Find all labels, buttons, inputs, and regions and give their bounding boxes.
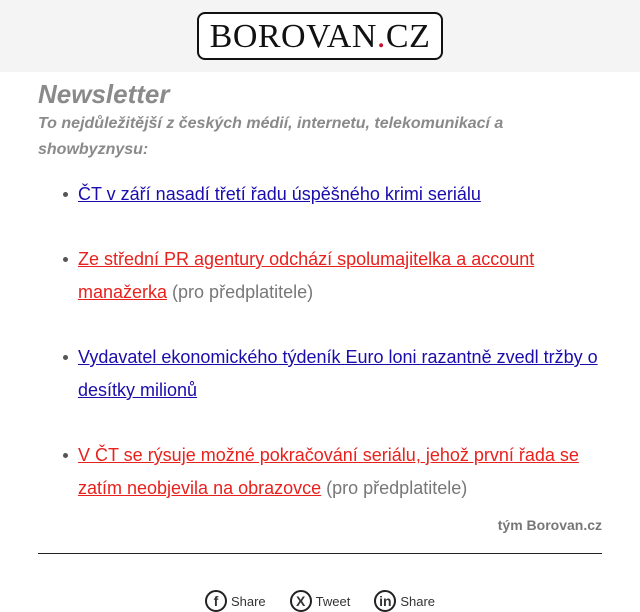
divider — [38, 553, 602, 554]
x-twitter-icon: X — [290, 590, 312, 612]
share-twitter-button[interactable] — [290, 590, 351, 612]
news-link-3[interactable]: Vydavatel ekonomického týdeník Euro loni razantně zvedl tržby o desítky milionů — [78, 347, 598, 400]
logo-main-text: BOROVAN — [209, 18, 377, 55]
borovan-logo[interactable] — [197, 12, 444, 60]
page-subtitle: To nejdůležitější z českých médií, internetu, telekomunikací a showbyznysu: — [38, 115, 504, 158]
share-linkedin-label: Share — [400, 593, 436, 609]
news-link-1[interactable]: ČT v září nasadí třetí řadu úspěšného krimi seriálu — [78, 184, 481, 204]
share-facebook-button[interactable] — [205, 590, 266, 612]
share-bar — [0, 590, 640, 612]
share-linkedin-button[interactable] — [374, 590, 435, 612]
logo-tld-text: CZ — [385, 18, 431, 55]
share-twitter-label: Tweet — [315, 593, 351, 609]
news-link-4[interactable]: V ČT se rýsuje možné pokračování seriálu, jehož první řada se zatím neobjevila na obrazovce — [78, 445, 579, 498]
facebook-icon: f — [205, 590, 227, 612]
linkedin-icon: in — [374, 590, 396, 612]
list-item — [78, 341, 602, 407]
share-facebook-label: Share — [230, 593, 266, 609]
header — [0, 0, 640, 72]
news-list — [38, 178, 602, 505]
news-suffix-2: (pro předplatitele) — [167, 282, 314, 302]
news-suffix-4: (pro předplatitele) — [321, 478, 468, 498]
news-link-2[interactable]: Ze střední PR agentury odchází spolumajitelka a account manažerka — [78, 249, 535, 302]
logo-dot: . — [376, 18, 386, 55]
list-item — [78, 439, 602, 505]
newsletter-content — [0, 79, 640, 554]
list-item — [78, 243, 602, 309]
signature: tým Borovan.cz — [497, 517, 602, 533]
page-title: Newsletter — [38, 79, 170, 109]
list-item — [78, 178, 602, 211]
